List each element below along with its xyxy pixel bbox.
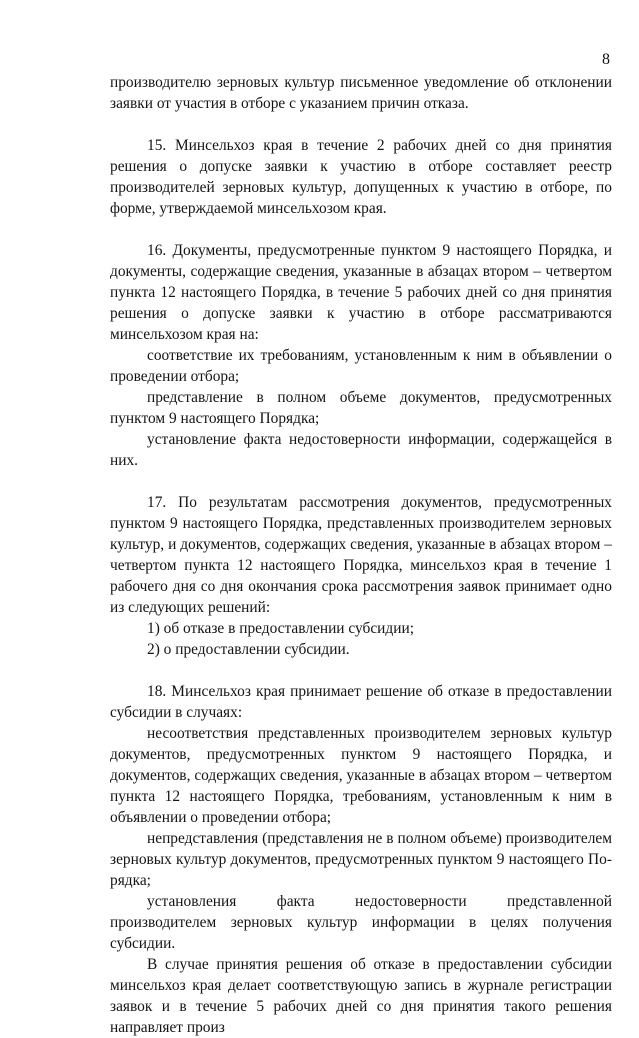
paragraph-item-16: 16. Документы, предусмотренные пунктом 9 настоящего Порядка, и документы, содержащие сведения, указанные в абзацах втором – четвертом пункта 12 настоящего Порядка, в течение 5 рабочих дней со дня принятия решения о допуске заявки к участию в отборе рассматриваются минсельхозом края на: bbox=[110, 242, 612, 343]
paragraph-check-compliance: соответствие их требованиям, установленным к ним в объявлении о проведении отбора; bbox=[110, 347, 612, 385]
paragraph-item-17: 17. По результатам рассмотрения документов, предусмотренных пунктом 9 настоящего Порядка, представленных производителем зерновых культур, и документов, содержащих сведения, указанные в абзацах втором – четвертом пункта 12 настоящего Порядка, минсельхоз края в течение 1 рабочего дня со дня окончания срока рассмотрения заявок принимает одно из следующих решений: bbox=[110, 494, 612, 616]
page-number: 8 bbox=[602, 51, 610, 68]
paragraph-item-18: 18. Минсельхоз края принимает решение об отказе в предоставлении субсидии в случаях: bbox=[110, 683, 612, 721]
paragraph-refusal-inaccurate: установления факта недостоверности представленной производителем зерновых культур информации в целях получения субсидии. bbox=[110, 893, 612, 952]
paragraph-continuation: производителю зерновых культур письменное уведомление об отклонении заявки от участия в отборе с указанием причин отказа. bbox=[110, 74, 612, 112]
paragraph-refusal-mismatch: несоответствия представленных производителем зерновых культур документов, предусмотренных пунктом 9 настоящего Порядка, и документов, содержащих сведения, указанные в абзацах втором – четвертом пункта 12 настоящего Порядка, требованиям, установленным к ним в объявлении о проведении отбора; bbox=[110, 725, 612, 826]
paragraph-refusal-procedure: В случае принятия решения об отказе в предоставлении субсидии минсельхоз края делает соответствующую запись в журнале регистрации заявок и в течение 5 рабочих дней со дня принятия такого решения направляет произ bbox=[110, 956, 612, 1036]
paragraph-item-15: 15. Минсельхоз края в течение 2 рабочих дней со дня принятия решения о допуске заявки к участию в отборе составляет реестр производителей зерновых культур, допущенных к участию в отборе, по форме, утверждаемой минсельхозом края. bbox=[110, 137, 612, 217]
paragraph-decision-grant: 2) о предоставлении субсидии. bbox=[147, 641, 350, 658]
paragraph-decision-refusal: 1) об отказе в предоставлении субсидии; bbox=[147, 620, 414, 637]
paragraph-check-completeness: представление в полном объеме документов, предусмотренных пунктом 9 настоящего Порядка; bbox=[110, 389, 612, 427]
document-body bbox=[110, 72, 612, 1038]
paragraph-check-accuracy: установление факта недостоверности информации, содержащейся в них. bbox=[110, 431, 612, 469]
paragraph-refusal-incomplete: непредставления (представления не в полном объеме) производителем зерновых культур документов, предусмотренных пунктом 9 настоящего Порядка; bbox=[110, 830, 612, 889]
